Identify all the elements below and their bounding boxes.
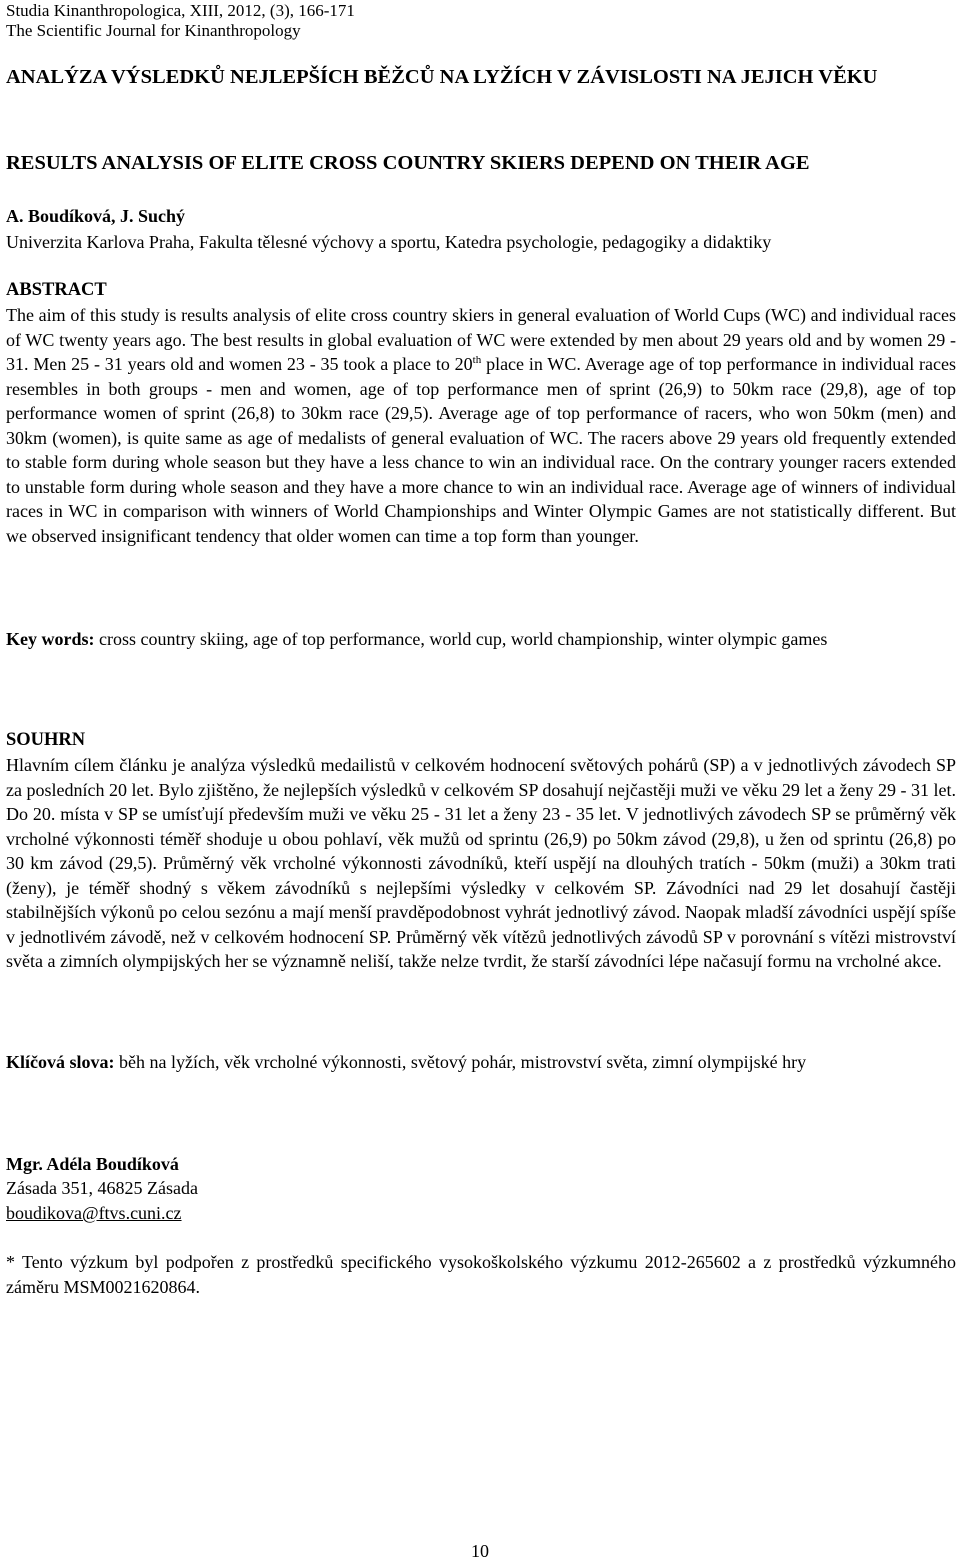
- abstract-text-part-1: The aim of this study is results analysis of elite cross country skiers in general evaluation of World Cups (WC) and individual races of WC twenty years ago. The best results in global evaluation of WC were extended by men about 29 years old and by women 29 - 31. Men 25 - 31 years old and women 23 - 35 took a place to 20: [6, 305, 956, 374]
- title-czech: ANALÝZA VÝSLEDKŮ NEJLEPŠÍCH BĚŽCŮ NA LYŽÍCH V ZÁVISLOSTI NA JEJICH VĚKU: [6, 66, 878, 88]
- journal-line: Studia Kinanthropologica, XIII, 2012, (3), 166-171: [6, 1, 355, 20]
- klicova-slova: [6, 1050, 956, 1075]
- journal-name: The Scientific Journal for Kinanthropology: [6, 21, 301, 40]
- contact-address: Zásada 351, 46825 Zásada: [6, 1178, 198, 1198]
- contact-email-link[interactable]: boudikova@ftvs.cuni.cz: [6, 1203, 182, 1223]
- funding-footnote: * Tento výzkum byl podpořen z prostředků specifického vysokoškolského výzkumu 2012-265602 a z prostředků výzkumného záměru MSM0021620864.: [6, 1252, 956, 1297]
- ordinal-superscript: th: [472, 354, 482, 366]
- keywords-text: cross country skiing, age of top performance, world cup, world championship, winter olympic games: [94, 629, 828, 649]
- abstract-heading: ABSTRACT: [6, 280, 107, 300]
- authors: A. Boudíková, J. Suchý: [6, 206, 186, 226]
- klicova-slova-text: běh na lyžích, věk vrcholné výkonnosti, světový pohár, mistrovství světa, zimní olympijské hry: [114, 1052, 807, 1072]
- keywords-label: Key words:: [6, 629, 95, 649]
- souhrn-body: Hlavním cílem článku je analýza výsledků medailistů v celkovém hodnocení světových pohárů (SP) a v jednotlivých závodech SP za posledních 20 let. Bylo zjištěno, že nejlepších výsledků v celkovém SP dosahují nejčastěji muži ve věku 29 let a ženy 29 - 31 let. Do 20. místa v SP se umísťují především muži ve věku 25 - 31 let a ženy 23 - 35 let. V jednotlivých závodech SP se průměrný věk vrcholné výkonnosti téměř shoduje u obou pohlaví, věk mužů od sprintu (26,9) po 50km závod (29,8), u žen od sprintu (26,8) po 30 km závod (29,5). Průměrný věk vrcholné výkonnosti závodníků, kteří uspějí na dlouhých tratích - 50km (muži) a 30km trati (ženy), je téměř shodný s věkem závodníků s nejlepšími výsledky v celkovém SP. Závodníci nad 29 let dosahují častěji stabilnějších výkonů po celou sezónu a mají menší pravděpodobnost vyhrát jednotlivý závod. Naopak mladší závodníci uspějí spíše v jednotlivém závodě, než v celkovém hodnocení SP. Průměrný věk vítězů jednotlivých závodů SP v porovnání s vítězi mistrovství světa a zimních olympijských her se významně neliší, takže nelze tvrdit, že starší závodníci lépe načasují formu na vrcholné akce.: [6, 755, 956, 971]
- affiliation: Univerzita Karlova Praha, Fakulta tělesné výchovy a sportu, Katedra psychologie, pedagogiky a didaktiky: [6, 232, 772, 252]
- contact-email-line: [6, 1201, 956, 1226]
- page-number: 10: [471, 1541, 489, 1561]
- title-english: RESULTS ANALYSIS OF ELITE CROSS COUNTRY SKIERS DEPEND ON THEIR AGE: [6, 152, 810, 174]
- keywords: [6, 627, 956, 652]
- abstract-body: [6, 303, 956, 548]
- contact-name: Mgr. Adéla Boudíková: [6, 1154, 179, 1174]
- souhrn-heading: SOUHRN: [6, 730, 86, 750]
- abstract-text-part-2: place in WC. Average age of top performance in individual races resembles in both groups - men and women, age of top performance men of sprint (26,9) to 50km race (29,8), age of top performance women of sprint (26,8) to 30km race (29,5). Average age of top performance of racers, who won 50km (men) and 30km (women), is quite same as age of medalists of general evaluation of WC. The racers above 29 years old frequently extended to stable form during whole season but they have a less chance to win an individual race. On the contrary younger racers extended to unstable form during whole season and they have a more chance to win an individual race. Average age of winners of individual races in WC in comparison with winners of World Championships and Winter Olympic Games are not statistically different. But we observed insignificant tendency that older women can time a top form than younger.: [6, 354, 956, 546]
- klicova-slova-label: Klíčová slova:: [6, 1052, 115, 1072]
